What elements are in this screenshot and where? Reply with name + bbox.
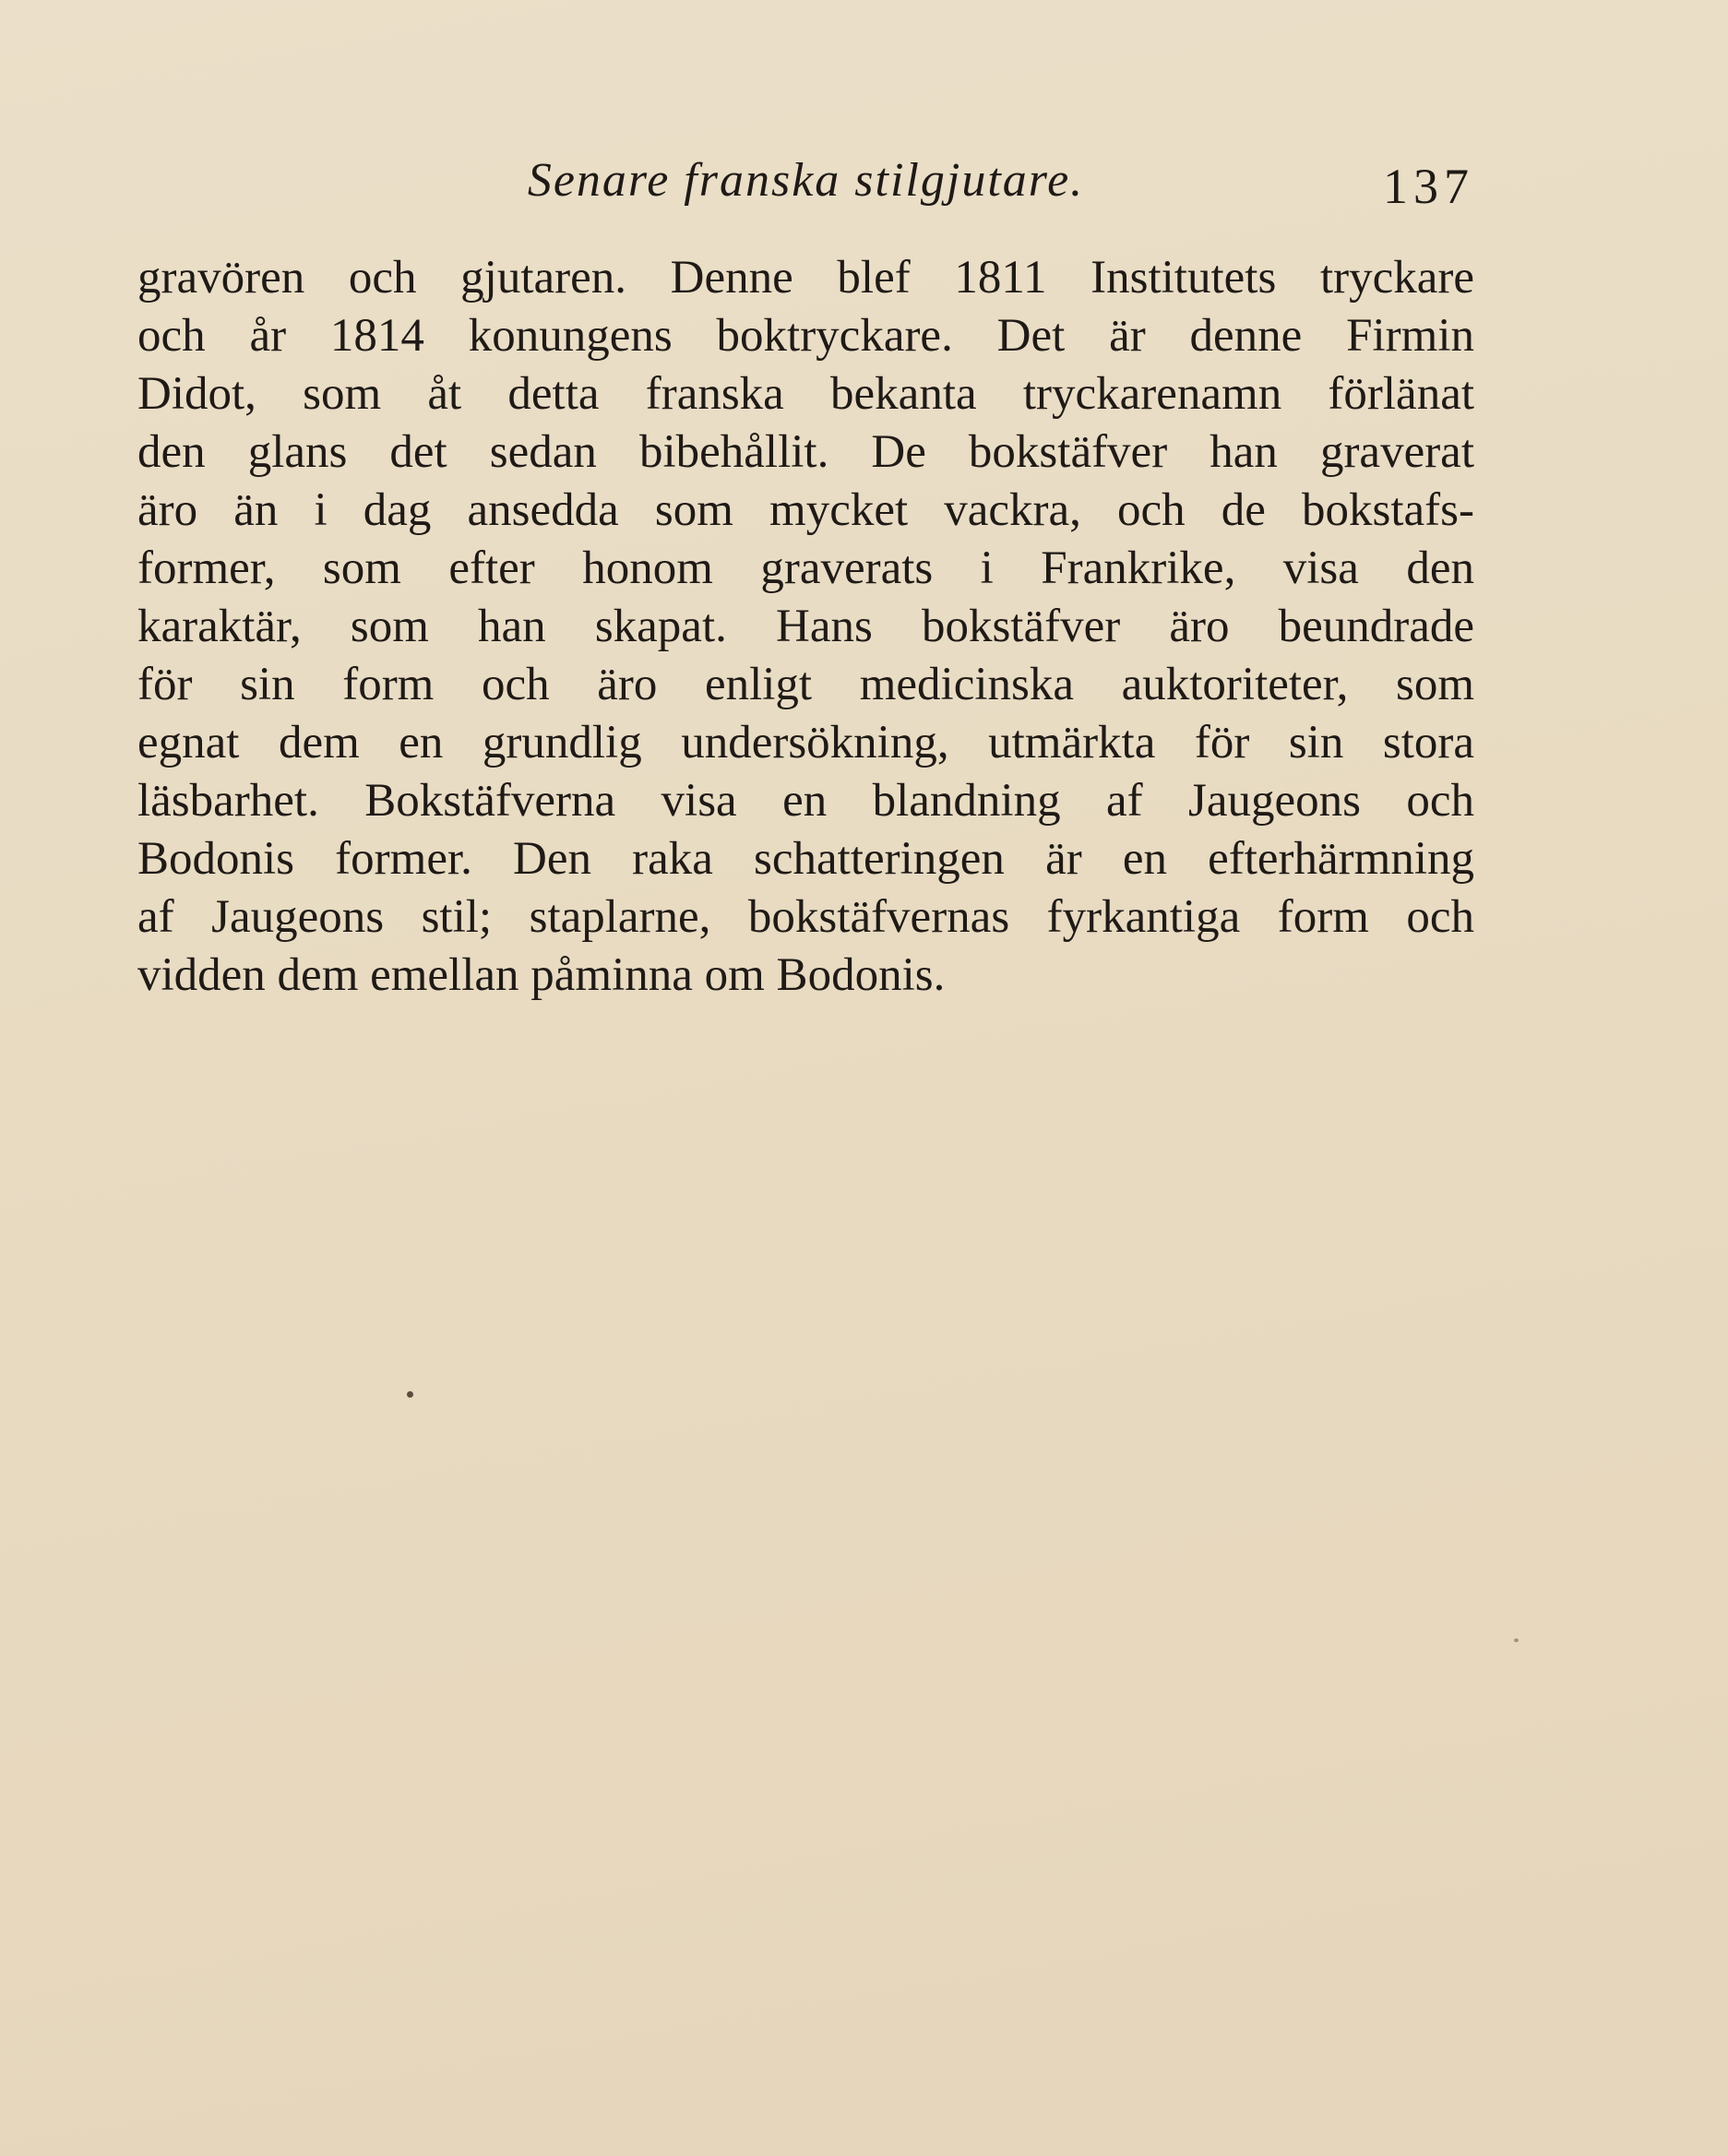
text-line: af Jaugeons stil; staplarne, bokstäfvernas fyrkantiga form och [137, 891, 1474, 943]
text-line: egnat dem en grundlig undersökning, utmärkta för sin stora [137, 717, 1474, 768]
text-line: karaktär, som han skapat. Hans bokstäfver äro beundrade [137, 601, 1474, 652]
text-line: den glans det sedan bibehållit. De bokstäfver han graverat [137, 426, 1474, 478]
text-line: Didot, som åt detta franska bekanta tryckarenamn förlänat [137, 368, 1474, 420]
page-number: 137 [1383, 159, 1474, 214]
text-line: äro än i dag ansedda som mycket vackra, och de bokstafs- [137, 484, 1474, 536]
text-line: former, som efter honom graverats i Frankrike, visa den [137, 542, 1474, 594]
text-line: gravören och gjutaren. Denne blef 1811 Institutets tryckare [137, 252, 1474, 304]
paper-speck [1514, 1638, 1519, 1642]
text-line: vidden dem emellan påminna om Bodonis. [137, 949, 946, 1001]
running-title: Senare franska stilgjutare. [527, 154, 1085, 207]
text-line: och år 1814 konungens boktryckare. Det är denne Firmin [137, 310, 1474, 362]
paper-speck [407, 1391, 413, 1398]
text-line: läsbarhet. Bokstäfverna visa en blandning af Jaugeons och [137, 775, 1474, 827]
text-line: Bodonis former. Den raka schatteringen är en efterhärmning [137, 833, 1474, 885]
text-line: för sin form och äro enligt medicinska auktoriteter, som [137, 659, 1474, 710]
running-head [137, 148, 1474, 214]
body-paragraph [137, 249, 1474, 1005]
